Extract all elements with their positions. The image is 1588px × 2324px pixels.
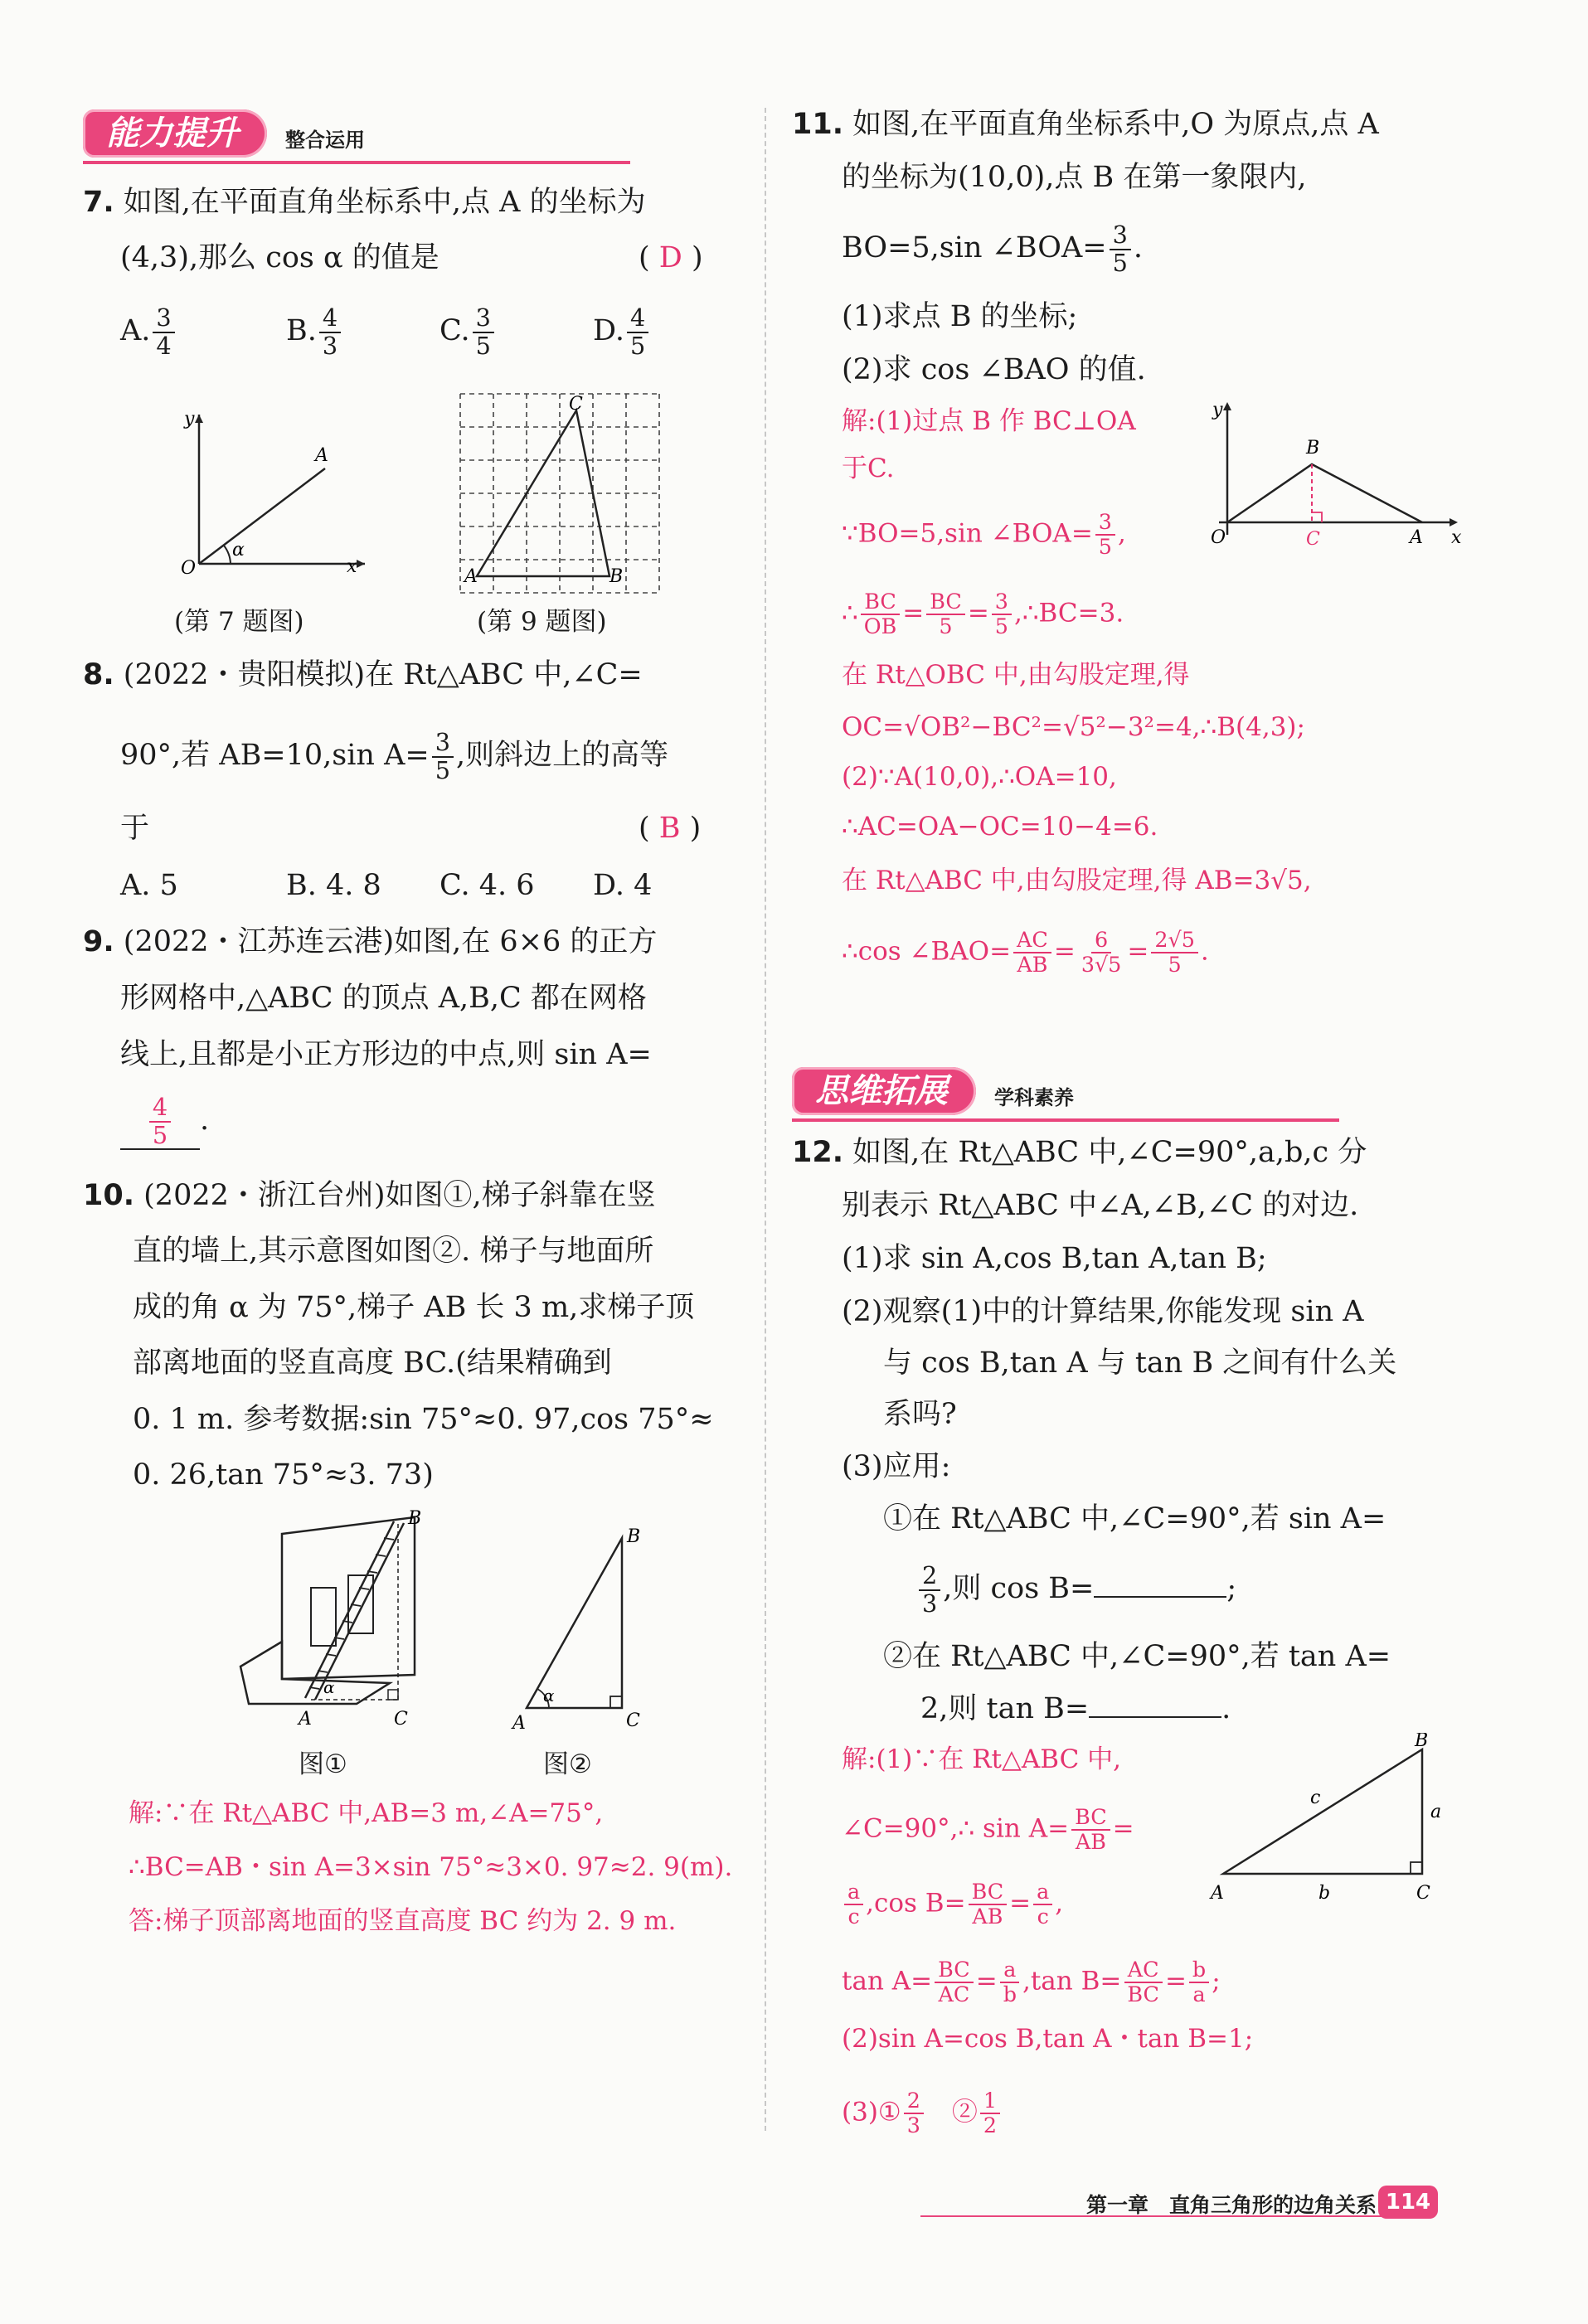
y-label: y [184,409,195,429]
c-label: C [394,1709,408,1730]
section-title: 思维拓展 [792,1067,976,1115]
column-divider [765,108,766,2131]
q10-figure1 [232,1509,431,1733]
right-angle-mark [1411,1862,1422,1874]
q9-line1: 9. (2022・江苏连云港)如图,在 6×6 的正方 [83,925,658,958]
q7-line2: (4,3),那么 cos α 的值是 [120,241,439,274]
triangle-oba [1227,464,1422,522]
q12-part2-line3: 系吗? [883,1398,957,1431]
app2-blank[interactable] [1089,1688,1221,1718]
triangle-abc [527,1538,622,1708]
q12-figure [1202,1733,1468,1911]
section-rule [792,1118,1339,1122]
q9-line3: 线上,且都是小正方形边的中点,则 sin A= [120,1038,652,1071]
q10-line6: 0. 26,tan 75°≈3. 73) [133,1458,434,1492]
q7-option-d: D. $\frac{4}{5}$ [593,305,651,359]
origin-label: O [1211,527,1226,548]
q7-option-a: A. $\frac{3}{4}$ [120,305,177,359]
ray-oa [199,468,325,564]
q9-caption: (第 9 题图) [477,607,607,637]
q8-option-a: A. 5 [120,869,178,902]
section-banner-thinking [792,1064,1339,1115]
q11-solution-line7: (2)∵A(10,0),∴OA=10, [842,762,1117,792]
q10-figure2 [506,1517,655,1733]
q11-part1: (1)求点 B 的坐标; [842,300,1078,333]
x-arrow [1450,518,1458,526]
ladder-rail2 [315,1523,404,1700]
y-arrow [195,415,203,423]
q11-line3: BO=5,sin ∠BOA= $\frac{3}{5}$ . [842,221,1144,277]
q11-solution-line2: 于C. [842,454,895,483]
side-b-label: b [1318,1883,1331,1904]
q10-fig1-caption: 图① [299,1749,347,1779]
q12-solution-line4: tan A= $\frac{BC}{AC}$ = $\frac{a}{b}$ ,tan B= $\frac{AC}{BC}$ = $\frac{b}{a}$ ; [842,1957,1221,2006]
q8-answer-bracket: ( B ) [639,812,702,845]
q8-line2: 90°,若 AB=10,sin A= $\frac{3}{5}$ ,则斜边上的高等 [120,728,669,784]
triangle-abc [1223,1749,1422,1874]
origin-label: O [181,558,197,579]
q10-fig2-caption: 图② [543,1749,592,1779]
c-label: C [1306,529,1320,550]
section-subtitle: 学科素养 [994,1086,1074,1109]
vertex-c-label: C [569,394,583,415]
side-a-label: a [1430,1802,1442,1822]
q8-line3: 于 [120,812,150,845]
q9-line2: 形网格中,△ABC 的顶点 A,B,C 都在网格 [120,982,647,1015]
section-subtitle: 整合运用 [285,129,365,152]
side-c-label: c [1310,1788,1321,1808]
vertex-b-label: B [609,566,624,587]
q11-solution-line6: OC=√OB²−BC²=√5²−3²=4,∴B(4,3); [842,712,1305,742]
q11-solution-line8: ∴AC=OA−OC=10−4=6. [842,812,1158,842]
q9-figure [456,390,672,597]
q12-solution-line2: ∠C=90°,∴ sin A= $\frac{BC}{AB}$ = [842,1804,1134,1854]
q10-line4: 部离地面的竖直高度 BC.(结果精确到 [133,1346,612,1380]
q12-app1-line2: $\frac{2}{3}$ ,则 cos B= ; [916,1563,1236,1617]
q9-answer-blank: $\frac{4}{5}$ . [120,1094,209,1150]
q12-part2-line1: (2)观察(1)中的计算结果,你能发现 sin A [842,1295,1364,1328]
c-vertex-label: C [1416,1883,1430,1904]
q12-app2-line1: ②在 Rt△ABC 中,∠C=90°,若 tan A= [883,1640,1391,1673]
q12-solution-line3: $\frac{a}{c}$ ,cos B= $\frac{BC}{AB}$ = $\frac{a}{c}$ , [842,1880,1063,1929]
q8-option-c: C. 4. 6 [439,869,535,902]
page-number: 114 [1378,2186,1438,2219]
q11-solution-line4: ∴ $\frac{BC}{OB}$ = $\frac{BC}{5}$ = $\frac{3}{5}$ ,∴BC=3. [842,589,1124,638]
y-label: y [1212,400,1223,420]
right-angle-mark [610,1696,622,1708]
q10-line1: 10. (2022・浙江台州)如图①,梯子斜靠在竖 [83,1179,656,1212]
y-arrow [1223,402,1231,410]
c-label: C [626,1710,640,1731]
q7-line1: 7. 如图,在平面直角坐标系中,点 A 的坐标为 [83,186,646,219]
q10-line2: 直的墙上,其示意图如图②. 梯子与地面所 [133,1235,654,1268]
q7-caption: (第 7 题图) [174,607,304,637]
x-label: x [1451,527,1462,548]
q10-solution-line1: 解:∵在 Rt△ABC 中,AB=3 m,∠A=75°, [129,1798,604,1828]
app1-blank[interactable] [1094,1568,1226,1598]
q12-part2-line2: 与 cos B,tan A 与 tan B 之间有什么关 [883,1346,1397,1380]
q11-line1: 11. 如图,在平面直角坐标系中,O 为原点,点 A [792,108,1379,141]
q11-figure [1194,394,1468,551]
section-title: 能力提升 [83,109,267,158]
right-angle-mark [388,1690,398,1700]
x-arrow [357,560,365,568]
angle-arc [224,546,231,564]
q10-line3: 成的角 α 为 75°,梯子 AB 长 3 m,求梯子顶 [133,1291,695,1324]
q11-solution-line9: 在 Rt△ABC 中,由勾股定理,得 AB=3√5, [842,866,1312,895]
a-vertex-label: A [1211,1883,1224,1904]
q12-part3: (3)应用: [842,1450,951,1483]
b-label: B [408,1509,422,1529]
window-left [311,1588,336,1646]
q11-part2: (2)求 cos ∠BAO 的值. [842,353,1146,386]
q12-part1: (1)求 sin A,cos B,tan A,tan B; [842,1242,1267,1275]
alpha-label: α [323,1677,335,1697]
point-a-label: A [315,445,328,466]
a-label: A [299,1709,312,1730]
q10-solution-line3: 答:梯子顶部离地面的竖直高度 BC 约为 2. 9 m. [129,1906,677,1936]
page-footer [920,2186,1468,2222]
q12-solution-line5: (2)sin A=cos B,tan A・tan B=1; [842,2024,1254,2054]
b-vertex-label: B [1415,1733,1429,1751]
a-label: A [1410,527,1423,548]
q12-solution-line6: (3)① $\frac{2}{3}$ ② $\frac{1}{2}$ [842,2089,1003,2137]
q7-option-b: B. $\frac{4}{3}$ [286,305,343,359]
q8-option-d: D. 4 [593,869,653,902]
q11-solution-line1: 解:(1)过点 B 作 BC⊥OA [842,406,1136,436]
q8-option-b: B. 4. 8 [286,869,381,902]
section-rule [83,161,630,164]
q11-solution-line5: 在 Rt△OBC 中,由勾股定理,得 [842,660,1190,690]
alpha-label: α [543,1686,555,1705]
q12-app2-line2: 2,则 tan B= . [920,1688,1231,1729]
chapter-title: 第一章 直角三角形的边角关系 [1085,2193,1377,2217]
q7-figure [166,406,373,589]
q12-app1-line1: ①在 Rt△ABC 中,∠C=90°,若 sin A= [883,1502,1386,1536]
right-angle-mark [1312,512,1322,522]
b-label: B [1306,438,1320,458]
q12-line1: 12. 如图,在 Rt△ABC 中,∠C=90°,a,b,c 分 [792,1136,1367,1169]
q10-solution-line2: ∴BC=AB・sin A=3×sin 75°≈3×0. 97≈2. 9(m). [129,1852,733,1882]
q12-line2: 别表示 Rt△ABC 中∠A,∠B,∠C 的对边. [842,1189,1359,1222]
q10-line5: 0. 1 m. 参考数据:sin 75°≈0. 97,cos 75°≈ [133,1403,714,1436]
q7-answer-bracket: ( D ) [639,241,703,274]
q11-solution-line3: ∵BO=5,sin ∠BOA= $\frac{3}{5}$ , [842,509,1126,559]
alpha-label: α [232,540,245,560]
b-label: B [627,1526,641,1547]
ground [240,1642,390,1704]
x-label: x [347,556,357,577]
q11-line2: 的坐标为(10,0),点 B 在第一象限内, [842,161,1307,194]
q8-line1: 8. (2022・贵阳模拟)在 Rt△ABC 中,∠C= [83,658,643,691]
q7-option-c: C. $\frac{3}{5}$ [439,305,497,359]
q12-solution-line1: 解:(1)∵在 Rt△ABC 中, [842,1744,1122,1774]
q11-solution-line10: ∴cos ∠BAO= $\frac{AC}{AB}$ = $\frac{6}{3√5}$ = $\frac{2√5}{5}$ . [842,927,1209,977]
a-label: A [512,1713,526,1733]
section-banner-ability [83,106,630,158]
vertex-a-label: A [464,566,478,587]
